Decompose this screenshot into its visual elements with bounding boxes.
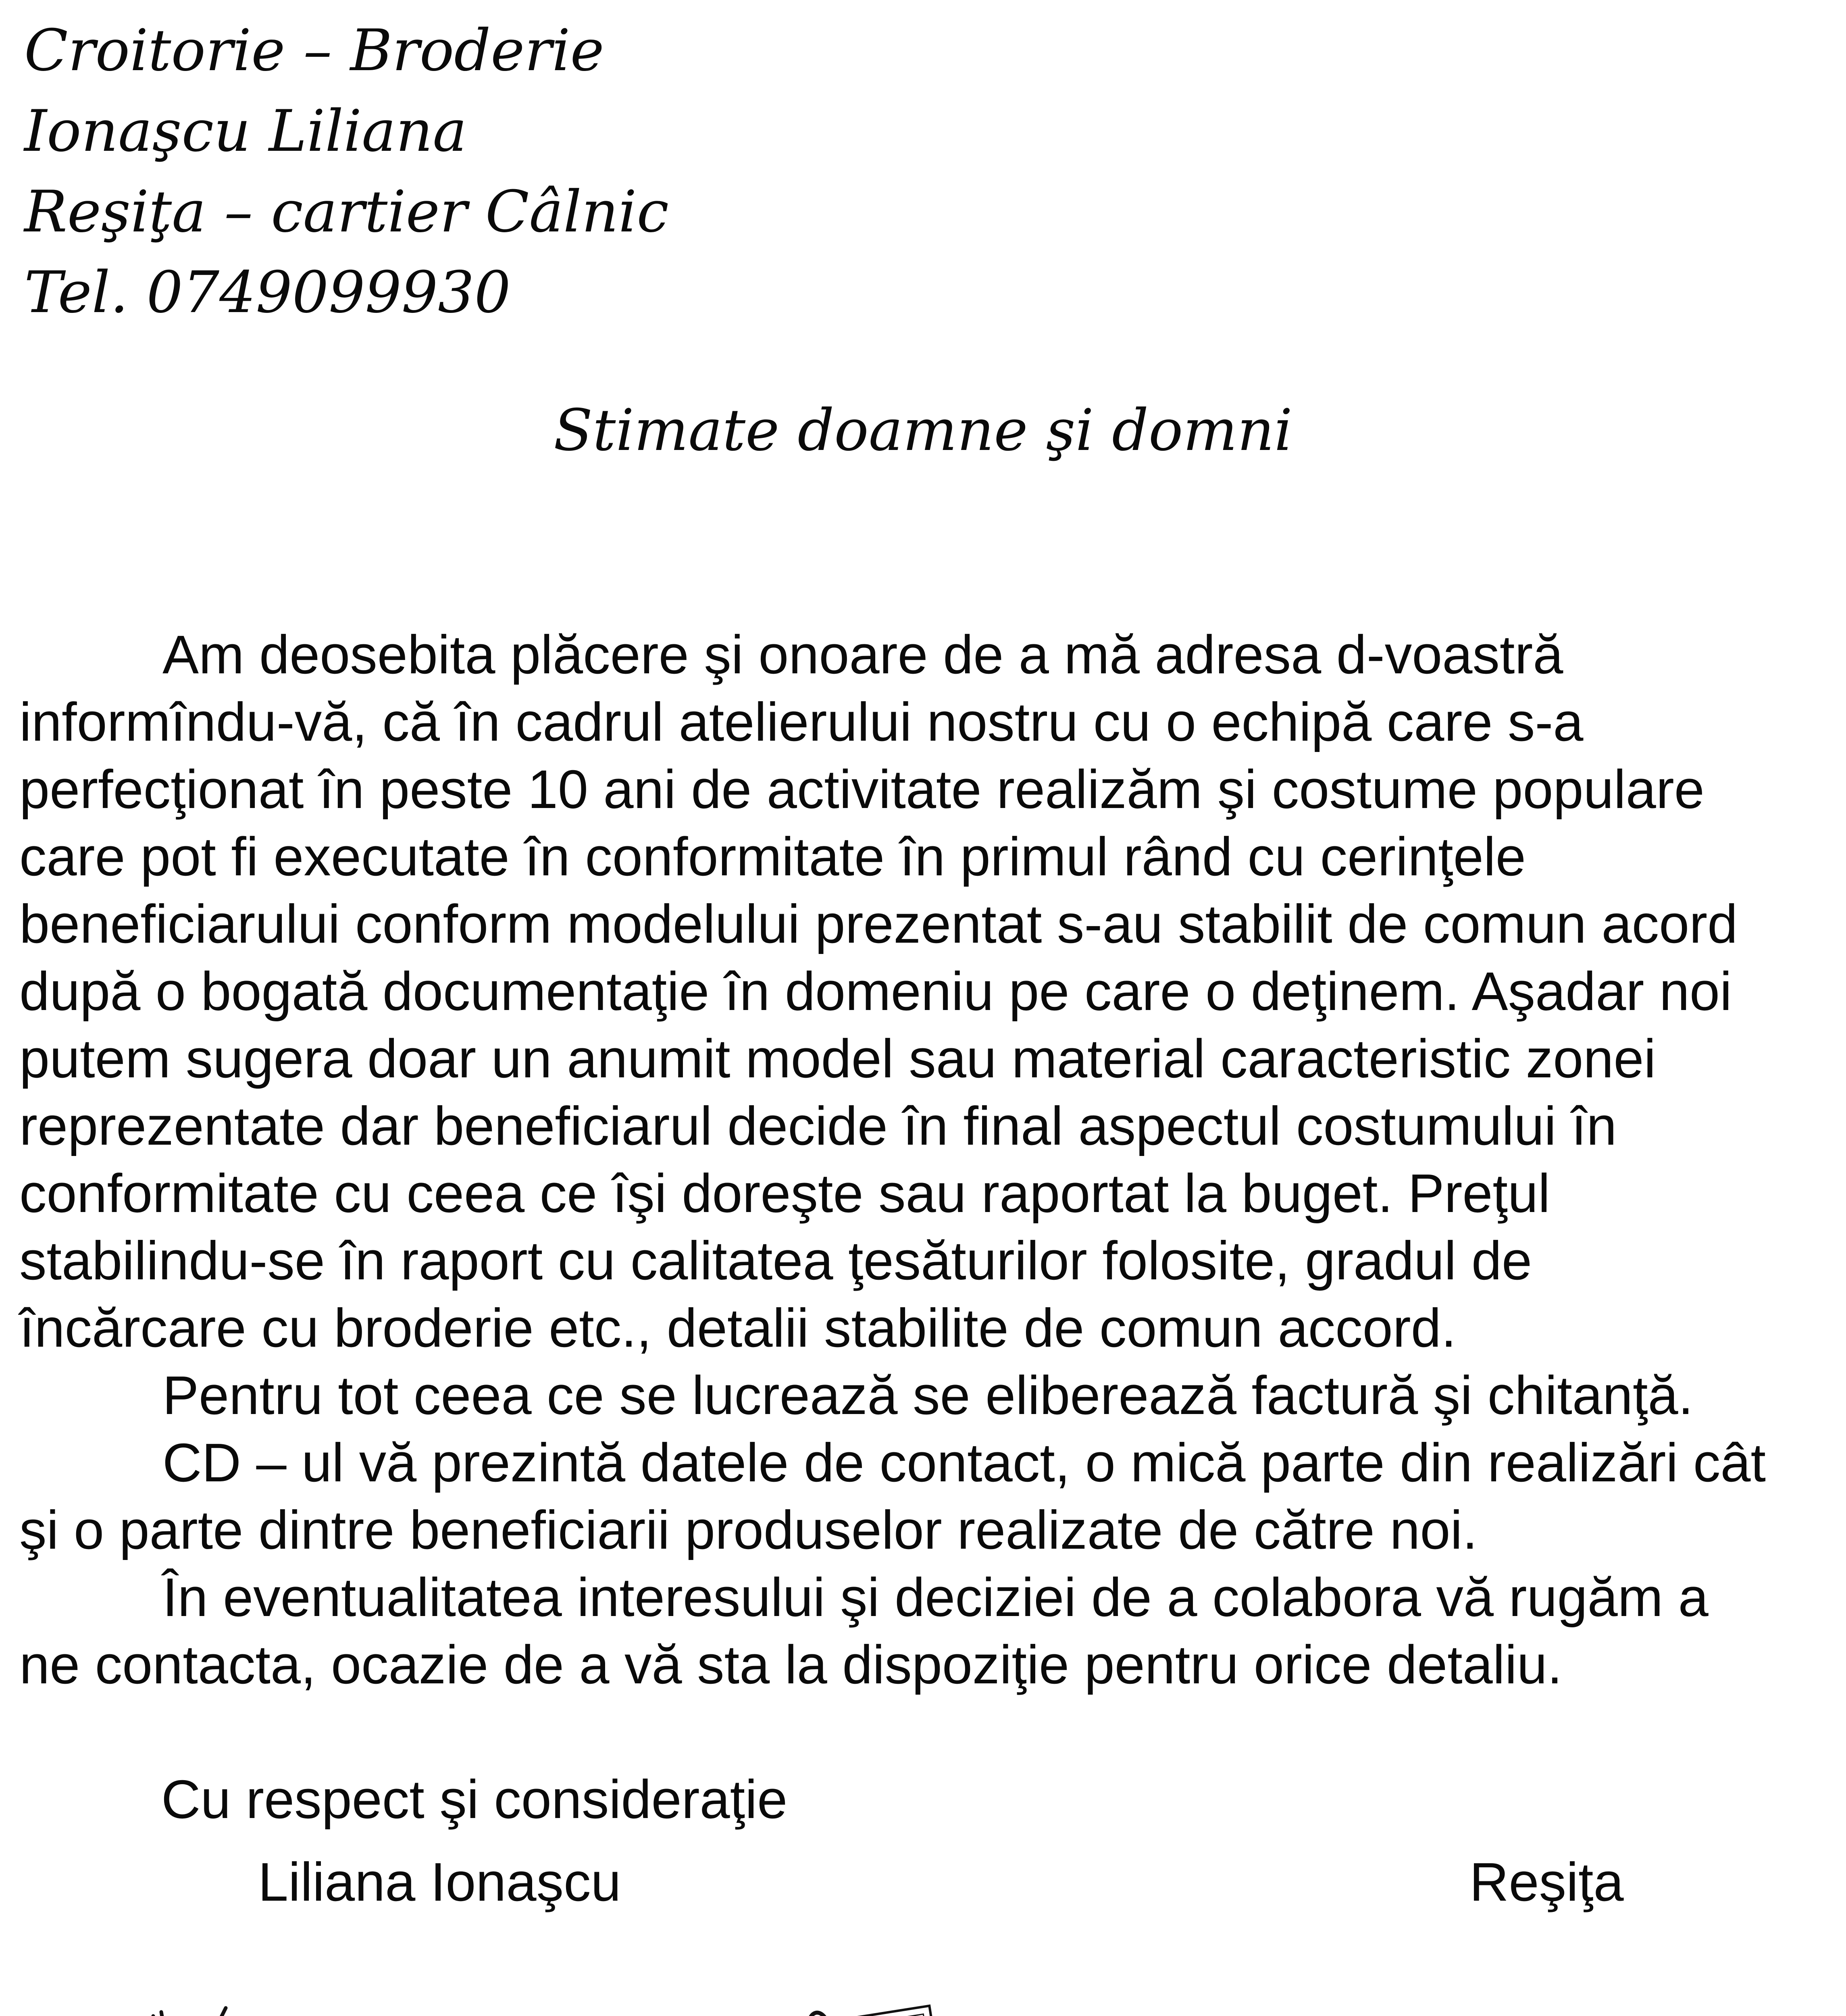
- body-line: ne contacta, ocazie de a vă sta la dispoziţie pentru orice detaliu.: [19, 1634, 1563, 1695]
- body-line: care pot fi executate în conformitate în primul rând cu cerinţele: [19, 826, 1526, 887]
- body-line: beneficiarului conform modelului prezentat s-au stabilit de comun acord: [19, 893, 1738, 954]
- closing-name: Liliana Ionaşcu: [258, 1851, 621, 1912]
- body-line: stabilindu-se în raport cu calitatea ţesăturilor folosite, gradul de: [19, 1230, 1532, 1291]
- letter-body: [19, 621, 1809, 1698]
- greeting: Stimate doamne şi domni: [554, 397, 1292, 464]
- body-line: putem sugera doar un anumit model sau material caracteristic zonei: [19, 1028, 1656, 1089]
- header-owner-name: Ionaşcu Liliana: [24, 98, 467, 165]
- body-line: conformitate cu ceea ce îşi doreşte sau raportat la buget. Preţul: [19, 1163, 1550, 1224]
- header-phone: Tel. 0749099930: [24, 259, 511, 326]
- closing-place: Reşiţa: [1469, 1851, 1624, 1912]
- header-business-type: Croitorie – Broderie: [24, 17, 604, 84]
- body-line: perfecţionat în peste 10 ani de activitate realizăm şi costume populare: [19, 759, 1704, 820]
- handwritten-signature: [105, 2000, 314, 2016]
- closing-salutation: Cu respect şi consideraţie: [161, 1769, 788, 1830]
- body-line: În eventualitatea interesului şi deciziei de a colabora vă rugăm a: [162, 1567, 1709, 1628]
- body-line: după o bogată documentaţie în domeniu pe care o deţinem. Aşadar noi: [19, 961, 1732, 1022]
- body-line: informîndu-vă, că în cadrul atelierului nostru cu o echipă care s-a: [19, 691, 1584, 752]
- body-line: şi o parte dintre beneficiarii produselor realizate de către noi.: [19, 1500, 1478, 1560]
- body-line: încărcare cu broderie etc., detalii stabilite de comun accord.: [19, 1297, 1457, 1358]
- company-stamp: [306, 1992, 984, 2016]
- header-address: Reşiţa – cartier Câlnic: [24, 179, 669, 245]
- body-line: CD – ul vă prezintă datele de contact, o mică parte din realizări cât: [162, 1432, 1766, 1493]
- body-line: Pentru tot ceea ce se lucrează se eliberează factură şi chitanţă.: [162, 1365, 1694, 1426]
- body-line: reprezentate dar beneficiarul decide în final aspectul costumului în: [19, 1095, 1617, 1156]
- body-line: Am deosebita plăcere şi onoare de a mă adresa d-voastră: [162, 624, 1563, 685]
